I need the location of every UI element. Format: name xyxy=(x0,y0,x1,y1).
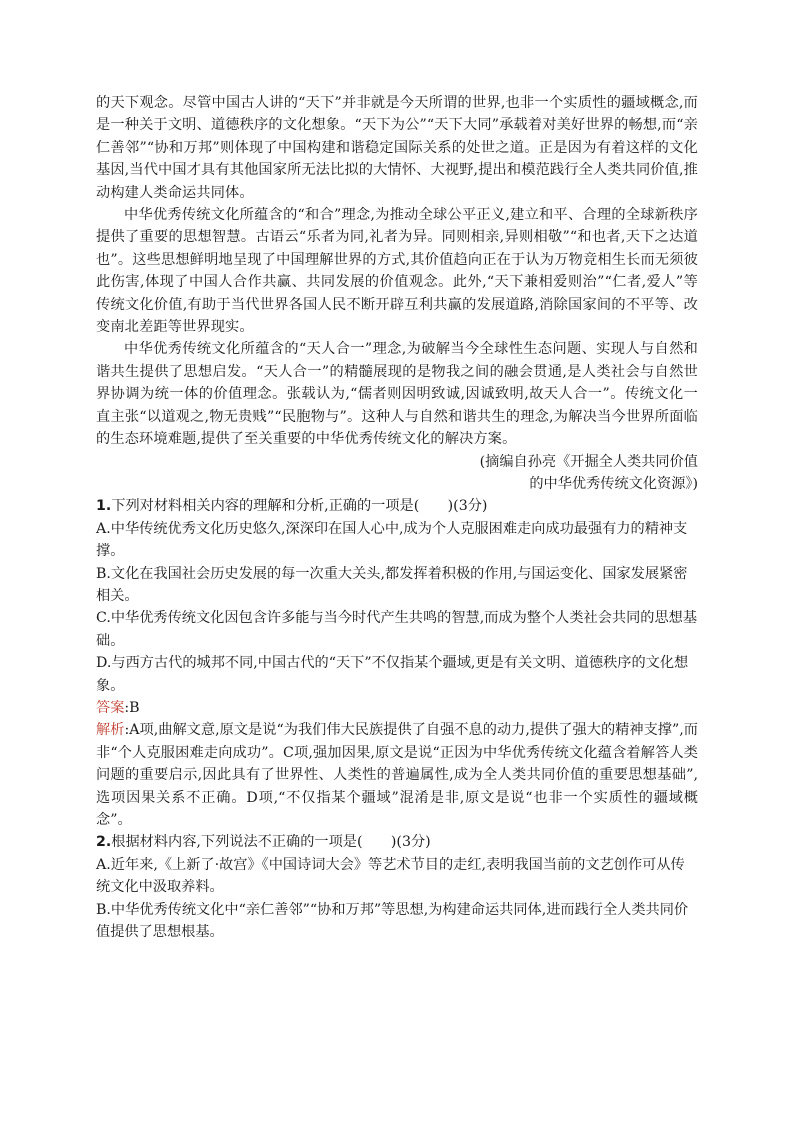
passage-paragraph-1: 的天下观念。尽管中国古人讲的“天下”并非就是今天所谓的世界,也非一个实质性的疆域概念,而是一种关于文明、道德秩序的文化想象。“天下为公”“天下大同”承载着对美好世界的畅想,而“亲仁善邻”“协和万邦”则体现了中国构建和谐稳定国际关系的处世之道。正是因为有着这样的文化基因,当代中国才具有其他国家所无法比拟的大情怀、大视野,提出和模范践行全人类共同价值,推动构建人类命运共同体。 xyxy=(96,95,698,201)
question-1-answer xyxy=(96,697,698,719)
question-1-number: 1. xyxy=(96,498,112,515)
passage-paragraph-2: 中华优秀传统文化所蕴含的“和合”理念,为推动全球公平正义,建立和平、合理的全球新秩序提供了重要的思想智慧。古语云“乐者为同,礼者为异。同则相亲,异则相敬”“和也者,天下之达道也”。这些思想鲜明地呈现了中国理解世界的方式,其价值趋向正在于认为万物竞相生长而无须彼此伤害,体现了中国人合作共赢、共同发展的价值观念。此外,“天下兼相爱则治”“仁者,爱人”等传统文化价值,有助于当代世界各国人民不断开辟互利共赢的发展道路,消除国家间的不平等、改变南北差距等世界现实。 xyxy=(96,207,698,336)
question-1-option-d: D.与西方古代的城邦不同,中国古代的“天下”不仅指某个疆域,更是有关文明、道德秩序的文化想象。 xyxy=(96,655,689,694)
question-1-text: 下列对材料相关内容的理解和分析,正确的一项是( )(3分) xyxy=(111,498,488,515)
answer-value: :B xyxy=(124,699,140,716)
analysis-label: 解析 xyxy=(96,722,125,739)
question-2-number: 2. xyxy=(96,834,112,851)
question-2-option-a: A.近年来,《上新了·故宫》《中国诗词大会》等艺术节目的走红,表明我国当前的文艺创作可从传统文化中汲取养料。 xyxy=(96,856,685,896)
passage-paragraph-3: 中华优秀传统文化所蕴含的“天人合一”理念,为破解当今全球性生态问题、实现人与自然和谐共生提供了思想启发。“天人合一”的精髓展现的是物我之间的融会贯通,是人类社会与自然世界协调为统一体的价值理念。张载认为,“儒者则因明致诚,因诚致明,故天人合一”。传统文化一直主张“以道观之,物无贵贱”“民胞物与”。这种人与自然和谐共生的理念,为解决当今世界所面临的生态环境难题,提供了至关重要的中华优秀传统文化的解决方案。 xyxy=(96,341,698,448)
question-2-option-b: B.中华优秀传统文化中“亲仁善邻”“协和万邦”等思想,为构建命运共同体,进而践行全人类共同价值提供了思想根基。 xyxy=(96,901,689,941)
question-1-stem xyxy=(96,495,698,517)
question-1-option-b: B.文化在我国社会历史发展的每一次重大关头,都发挥着积极的作用,与国运变化、国家发展紧密相关。 xyxy=(96,565,688,604)
question-2-stem xyxy=(96,831,698,853)
question-1-option-a: A.中华传统优秀文化历史悠久,深深印在国人心中,成为个人克服困难走向成功最强有力的精神支撑。 xyxy=(96,520,688,560)
document-page xyxy=(96,92,698,943)
answer-label: 答案 xyxy=(96,699,125,716)
source-citation-line-1: (摘编自孙亮《开掘全人类共同价值 xyxy=(479,453,698,470)
question-1-option-c: C.中华优秀传统文化因包含许多能与当今时代产生共鸣的智慧,而成为整个人类社会共同的思想基础。 xyxy=(96,610,698,649)
source-citation-line-2: 的中华优秀传统文化资源》) xyxy=(529,475,698,492)
question-1-analysis xyxy=(96,719,698,831)
analysis-text: :A项,曲解文意,原文是说“为我们伟大民族提供了自强不息的动力,提供了强大的精神支撑”,而非“个人克服困难走向成功”。C项,强加因果,原文是说“正因为中华优秀传统文化蕴含着解答人类问题的重要启示,因此具有了世界性、人类性的普遍属性,成为全人类共同价值的重要思想基础”,选项因果关系不正确。D项,“不仅指某个疆域”混淆是非,原文是说“也非一个实质性的疆域概念”。 xyxy=(96,722,698,828)
question-2-text: 根据材料内容,下列说法不正确的一项是( )(3分) xyxy=(111,834,431,851)
